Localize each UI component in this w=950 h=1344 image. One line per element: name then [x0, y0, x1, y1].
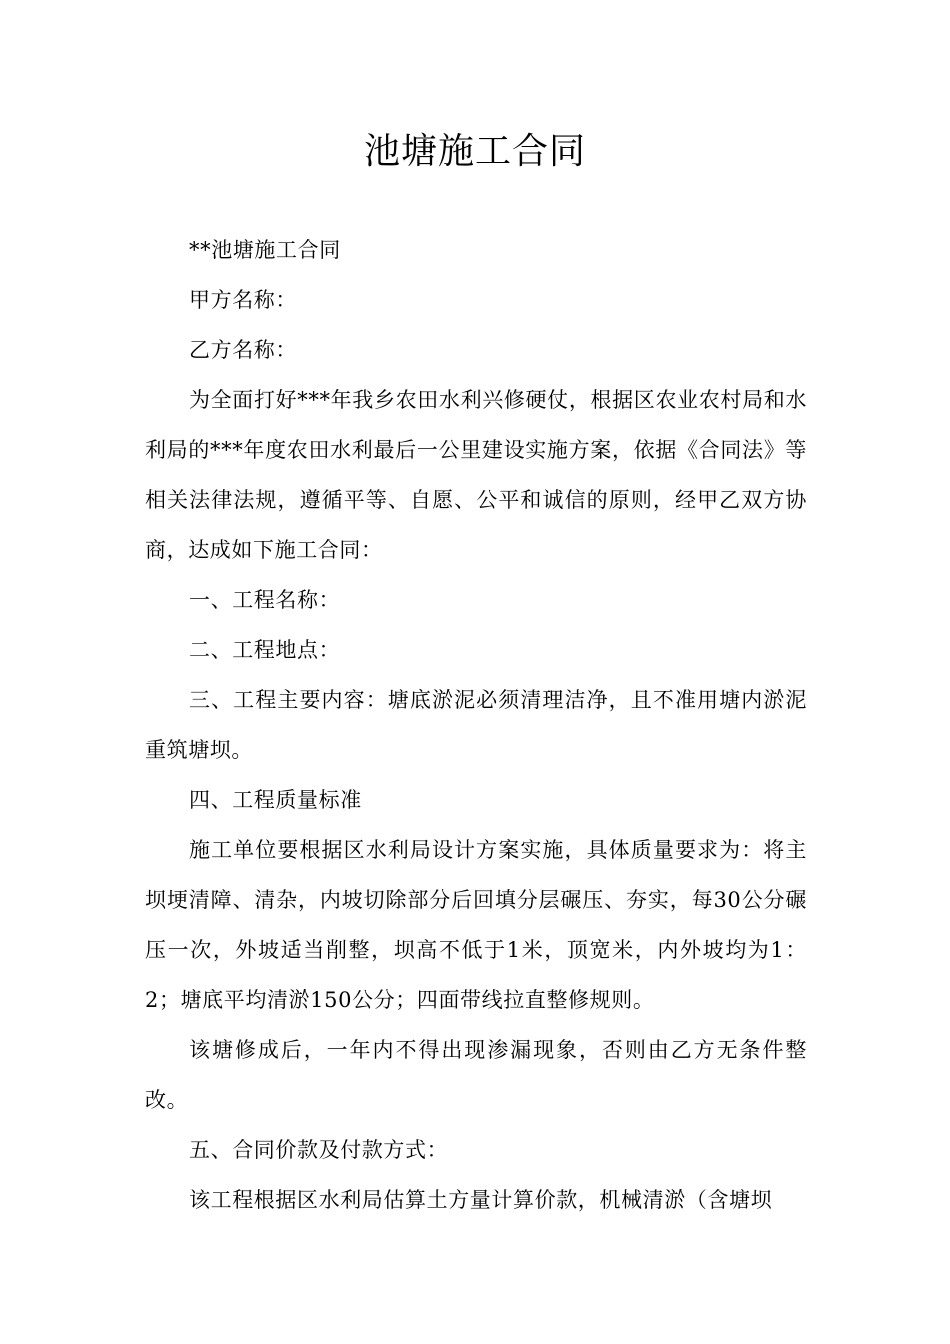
preamble-paragraph: 为全面打好***年我乡农田水利兴修硬仗，根据区农业农村局和水利局的***年度农田水利最后一公里建设实施方案，依据《合同法》等相关法律法规，遵循平等、自愿、公平和诚信的原则，经甲乙双方协商，达成如下施工合同： [145, 388, 807, 562]
party-a-line: 甲方名称： [189, 288, 297, 312]
party-b-line: 乙方名称： [189, 338, 297, 362]
section-5-heading: 五、合同价款及付款方式： [189, 1138, 449, 1162]
document-title: 池塘施工合同 [363, 131, 586, 172]
section-4-heading: 四、工程质量标准 [189, 788, 362, 812]
section-3-main-content: 三、工程主要内容：塘底淤泥必须清理洁净，且不准用塘内淤泥重筑塘坝。 [145, 688, 807, 762]
contract-subtitle: **池塘施工合同 [189, 238, 341, 262]
document-body [145, 225, 807, 1225]
quality-requirements-paragraph: 施工单位要根据区水利局设计方案实施，具体质量要求为：将主坝埂清障、清杂，内坡切除部分后回填分层碾压、夯实，每30公分碾压一次，外坡适当削整，坝高不低于1米，顶宽米，内外坡均为1：2；塘底平均清淤150公分；四面带线拉直整修规则。 [145, 838, 807, 1012]
section-2-project-location: 二、工程地点： [189, 638, 341, 662]
section-1-project-name: 一、工程名称： [189, 588, 341, 612]
leakage-clause-paragraph: 该塘修成后，一年内不得出现渗漏现象，否则由乙方无条件整改。 [145, 1038, 807, 1112]
pricing-paragraph: 该工程根据区水利局估算土方量计算价款，机械清淤（含塘坝 [189, 1188, 773, 1212]
